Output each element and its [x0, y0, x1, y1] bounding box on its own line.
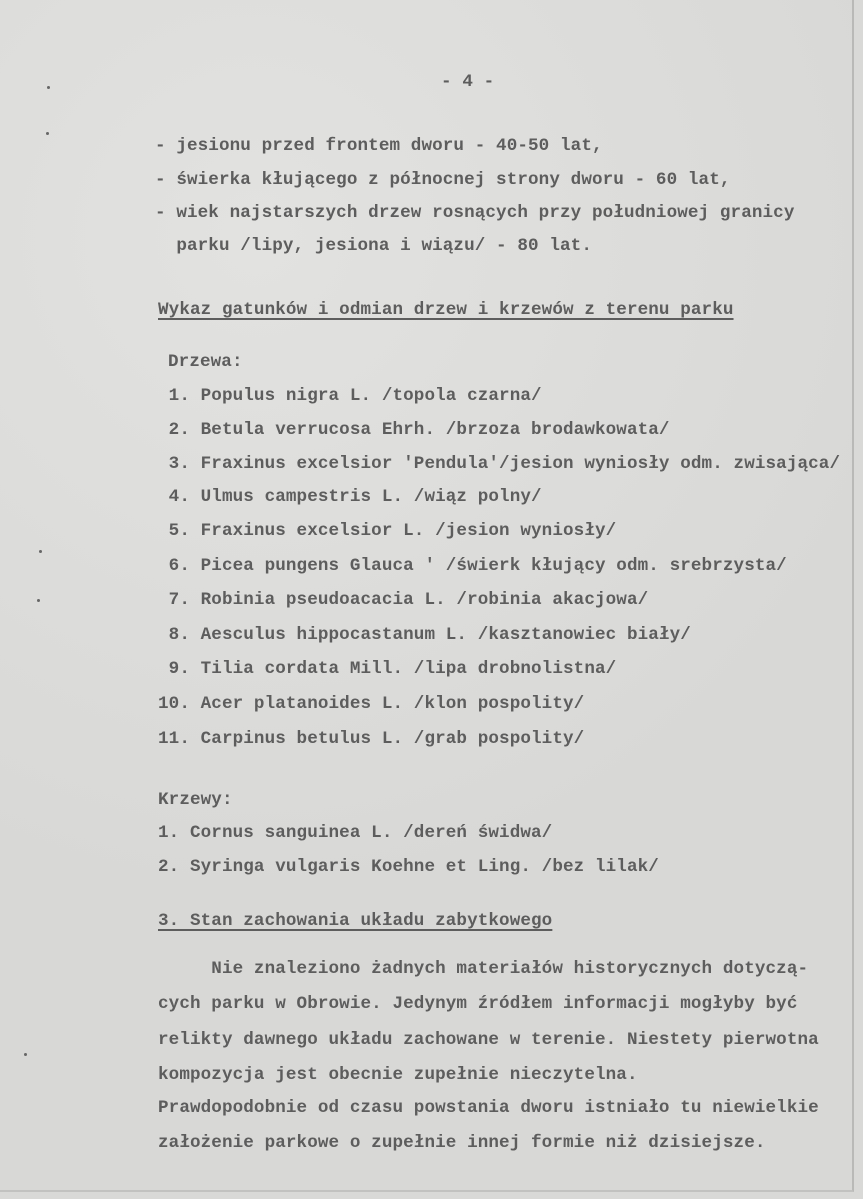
age-item: - wiek najstarszych drzew rosnących przy południowej granicy — [155, 203, 795, 223]
shrubs-label: Krzewy: — [158, 790, 233, 810]
punch-mark — [46, 132, 49, 135]
tree-item: 9. Tilia cordata Mill. /lipa drobnolistna/ — [158, 659, 617, 679]
section3-heading: 3. Stan zachowania układu zabytkowego — [158, 911, 553, 931]
punch-mark — [37, 599, 40, 602]
tree-item: 10. Acer platanoides L. /klon pospolity/ — [158, 694, 585, 714]
tree-item: 6. Picea pungens Glauca ' /świerk kłujący odm. srebrzysta/ — [158, 556, 787, 576]
punch-mark — [39, 550, 42, 553]
paragraph-line: założenie parkowe o zupełnie innej formie niż dzisiejsze. — [158, 1133, 766, 1153]
page-number: - 4 - — [441, 72, 495, 92]
age-item: - świerka kłującego z północnej strony dworu - 60 lat, — [155, 170, 731, 190]
paragraph-line: cych parku w Obrowie. Jedynym źródłem informacji mogłyby być — [158, 994, 798, 1014]
age-item: parku /lipy, jesiona i wiązu/ - 80 lat. — [155, 236, 592, 256]
paragraph-line: Nie znaleziono żadnych materiałów historycznych dotyczą- — [158, 959, 809, 979]
tree-item: 3. Fraxinus excelsior 'Pendula'/jesion wyniosły odm. zwisająca/ — [158, 454, 841, 474]
tree-item: 7. Robinia pseudoacacia L. /robinia akacjowa/ — [158, 590, 649, 610]
paragraph-line: relikty dawnego układu zachowane w terenie. Niestety pierwotna — [158, 1030, 819, 1050]
tree-item: 2. Betula verrucosa Ehrh. /brzoza brodawkowata/ — [158, 420, 670, 440]
tree-item: 4. Ulmus campestris L. /wiąz polny/ — [158, 487, 542, 507]
punch-mark — [47, 86, 50, 89]
tree-item: 5. Fraxinus excelsior L. /jesion wyniosły/ — [158, 521, 617, 541]
age-item: - jesionu przed frontem dworu - 40-50 lat, — [155, 136, 603, 156]
paragraph-line: kompozycja jest obecnie zupełnie nieczytelna. — [158, 1065, 638, 1085]
species-heading: Wykaz gatunków i odmian drzew i krzewów z terenu parku — [158, 300, 734, 320]
tree-item: 8. Aesculus hippocastanum L. /kasztanowiec biały/ — [158, 625, 691, 645]
punch-mark — [24, 1053, 27, 1056]
shrub-item: 1. Cornus sanguinea L. /dereń świdwa/ — [158, 823, 553, 843]
trees-label: Drzewa: — [168, 352, 243, 372]
tree-item: 11. Carpinus betulus L. /grab pospolity/ — [158, 729, 585, 749]
paragraph-line: Prawdopodobnie od czasu powstania dworu istniało tu niewielkie — [158, 1098, 819, 1118]
shrub-item: 2. Syringa vulgaris Koehne et Ling. /bez lilak/ — [158, 857, 659, 877]
tree-item: 1. Populus nigra L. /topola czarna/ — [158, 386, 542, 406]
